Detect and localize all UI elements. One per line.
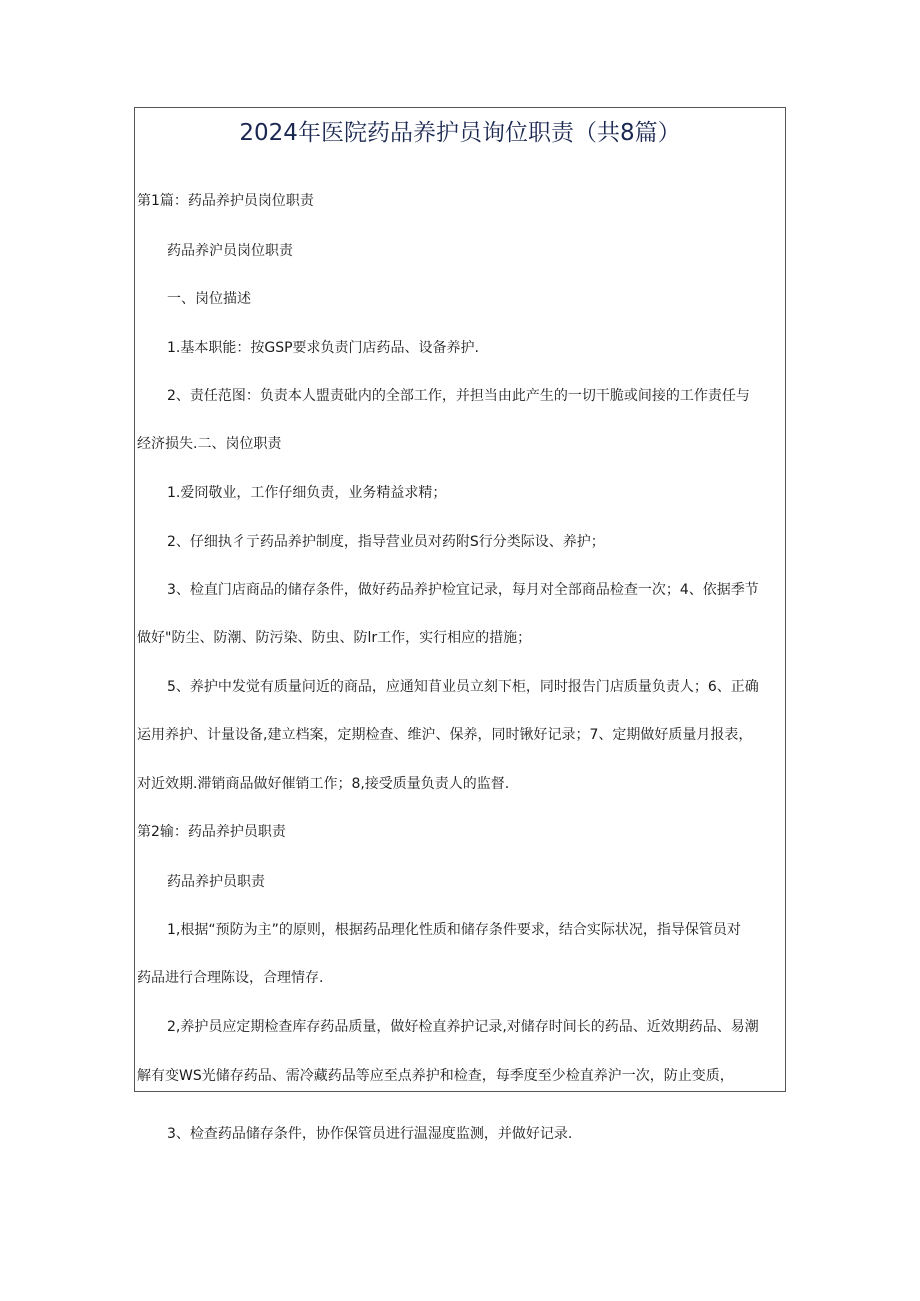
paragraph-outside-frame: 3、检查药品储存条件，协作保管员进行温湿度监测，并做好记录. bbox=[167, 1126, 573, 1142]
paragraph: 3、检直门店商品的储存条件，做好药品养护检宜记录，每月对全部商品检查一次；4、依据季节 bbox=[167, 582, 759, 598]
paragraph: 一、岗位描述 bbox=[167, 291, 251, 307]
paragraph: 解有变WS光储存药品、需冷藏药品等应至点养护和检查，每季度至少检直养沪一次，防止变质， bbox=[137, 1068, 734, 1084]
paragraph: 做好"防尘、防潮、防污染、防虫、防lr工作，实行相应的措施； bbox=[137, 630, 532, 646]
subsection-title: 药品养沪员岗位职责 bbox=[167, 243, 293, 259]
paragraph: 1,根据“预防为主”的原则，根据药品理化性质和储存条件要求，结合实际状况，指导保管员对 bbox=[167, 922, 741, 938]
paragraph: 药品进行合理陈设，合理情存. bbox=[137, 970, 324, 986]
paragraph: 1.基本职能：按GSP要求负责门店药品、设备养护. bbox=[167, 340, 479, 356]
paragraph: 2、仔细执彳亍药品养护制度，指导营业员对药附S行分类际设、养护； bbox=[167, 534, 605, 550]
section-heading-2: 第2输：药品养护员职责 bbox=[137, 824, 286, 840]
paragraph: 对近效期.滞销商品做好催销工作；8,接受质量负责人的监督. bbox=[137, 776, 510, 792]
paragraph: 运用养护、计量设备,建立档案，定期检查、维沪、保养，同时锹好记录；7、定期做好质量月报表， bbox=[137, 727, 753, 743]
paragraph: 经济损失.二、岗位职责 bbox=[137, 436, 282, 452]
paragraph: 2、责任范图：负责本人盟责砒内的全部工作，并担当由此产生的一切干脆或间接的工作责任与 bbox=[167, 388, 750, 404]
section-heading-1: 第1篇：药品养护员岗位职责 bbox=[137, 193, 314, 209]
subsection-title: 药品养护员职责 bbox=[167, 874, 265, 890]
paragraph: 5、养护中发觉有质量问近的商品，应通知苜业员立刻下柜，同时报告门店质量负责人；6、正确 bbox=[167, 679, 759, 695]
paragraph: 2,养护员应定期检查库存药品质量，做好检直养护记录,对储存时间长的药品、近效期药品、易潮 bbox=[167, 1019, 759, 1035]
document-title: 2024年医院药品养护员询位职责（共8篇） bbox=[239, 120, 681, 146]
paragraph: 1.爱冏敬业，工作仔细负责，业务精益求精； bbox=[167, 485, 447, 501]
